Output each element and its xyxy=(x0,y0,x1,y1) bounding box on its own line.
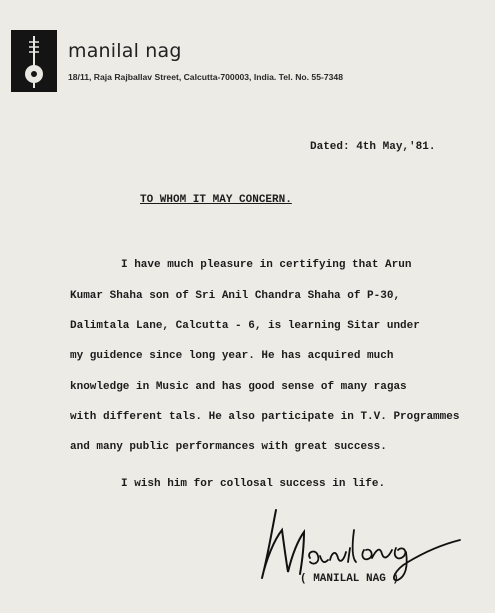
body-line: knowledge in Music and has good sense of many ragas xyxy=(70,381,407,393)
body-line: my guidence since long year. He has acquired much xyxy=(70,350,394,362)
body-line: Kumar Shaha son of Sri Anil Chandra Shaha of P-30, xyxy=(70,290,401,302)
closing-line: I wish him for collosal success in life. xyxy=(121,478,386,490)
body-line: with different tals. He also participate in T.V. Programmes xyxy=(70,411,460,423)
letterhead-address: 18/11, Raja Rajballav Street, Calcutta-700003, India. Tel. No. 55-7348 xyxy=(68,72,343,82)
signatory-name: ( MANILAL NAG ) xyxy=(300,573,400,585)
body-line: Dalimtala Lane, Calcutta - 6, is learning Sitar under xyxy=(70,320,420,332)
letterhead-name: manilal nag xyxy=(68,40,182,62)
body-line: I have much pleasure in certifying that Arun xyxy=(121,259,412,271)
subject-heading: TO WHOM IT MAY CONCERN. xyxy=(140,194,292,206)
body-line: and many public performances with great success. xyxy=(70,441,387,453)
sitar-icon xyxy=(11,30,57,92)
date-line: Dated: 4th May,'81. xyxy=(310,141,436,153)
